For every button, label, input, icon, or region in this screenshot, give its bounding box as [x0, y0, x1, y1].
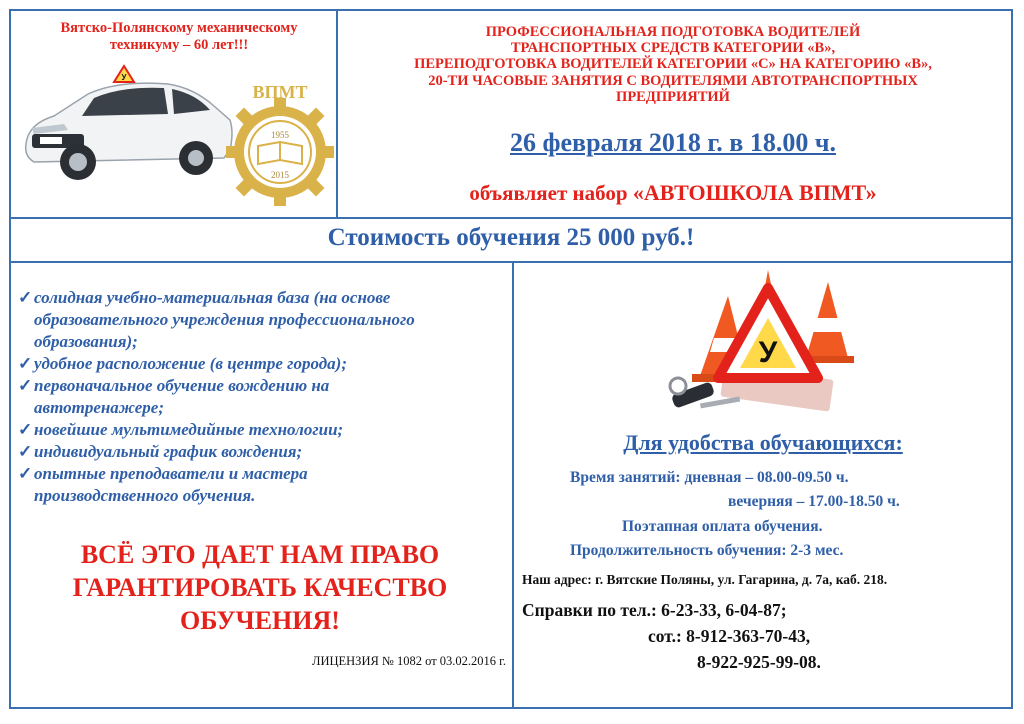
title-line: ПРОФЕССИОНАЛЬНАЯ ПОДГОТОВКА ВОДИТЕЛЕЙ	[485, 24, 861, 40]
check-icon: ✓	[18, 376, 33, 395]
tuition-cost: Стоимость обучения 25 000 руб.!	[327, 224, 695, 251]
license-number: ЛИЦЕНЗИЯ № 1082 от 03.02.2016 г.	[311, 654, 506, 668]
class-time-day: Время занятий: дневная – 08.00-09.50 ч.	[570, 469, 849, 486]
mobile-phone-line: 8-922-925-99-08.	[697, 652, 821, 672]
title-line: 20-ТИ ЧАСОВЫЕ ЗАНЯТИЯ С ВОДИТЕЛЯМИ АВТОТРАНСПОРТНЫХ	[428, 72, 918, 89]
divider-header	[9, 217, 1013, 219]
divider-cost	[9, 261, 1013, 263]
divider-bottom	[512, 261, 514, 709]
title-line: ПЕРЕПОДГОТОВКА ВОДИТЕЛЕЙ КАТЕГОРИИ «С» НА КАТЕГОРИЮ «В»,	[414, 56, 932, 73]
convenience-heading: Для удобства обучающихся:	[623, 430, 903, 455]
phone-line: Справки по тел.: 6-23-33, 6-04-87;	[522, 600, 787, 620]
list-item: ✓ первоначальное обучение вождению на автотренажере;	[18, 376, 330, 417]
guarantee-line: ГАРАНТИРОВАТЬ КАЧЕСТВО	[72, 573, 448, 602]
anniversary-text	[20, 20, 338, 54]
quality-guarantee	[18, 538, 502, 637]
class-time-evening: вечерняя – 17.00-18.50 ч.	[728, 493, 900, 510]
start-date: 26 февраля 2018 г. в 18.00 ч.	[510, 128, 836, 157]
car-image	[18, 58, 236, 188]
logo-year-top: 1955	[271, 130, 289, 140]
driving-school-sign-image	[656, 266, 868, 421]
list-item: ✓ опытные преподаватели и мастера производственного обучения.	[18, 464, 308, 505]
anniversary-line: Вятско-Полянскому механическому	[60, 20, 298, 36]
list-item: ✓ индивидуальный график вождения;	[18, 442, 303, 461]
guarantee-line: ВСЁ ЭТО ДАЕТ НАМ ПРАВО	[80, 540, 440, 569]
payment-info: Поэтапная оплата обучения.	[622, 518, 823, 535]
check-icon: ✓	[18, 354, 33, 373]
title-line: ТРАНСПОРТНЫХ СРЕДСТВ КАТЕГОРИИ «В»,	[510, 40, 836, 57]
mobile-phone-line: сот.: 8-912-363-70-43,	[648, 626, 811, 646]
course-title	[340, 24, 1006, 105]
guarantee-line: ОБУЧЕНИЯ!	[180, 606, 340, 635]
announce-prefix: объявляет набор	[469, 181, 633, 205]
title-line: ПРЕДПРИЯТИЙ	[616, 88, 730, 105]
check-icon: ✓	[18, 464, 33, 483]
check-icon: ✓	[18, 420, 33, 439]
logo-text: ВПМТ	[252, 86, 308, 102]
address: Наш адрес: г. Вятские Поляны, ул. Гагарина, д. 7а, каб. 218.	[522, 572, 888, 587]
check-icon: ✓	[18, 442, 33, 461]
logo-year-bottom: 2015	[271, 170, 289, 180]
school-name: «АВТОШКОЛА ВПМТ»	[632, 180, 877, 205]
check-icon: ✓	[18, 288, 33, 307]
list-item: ✓ новейшие мультимедийные технологии;	[18, 420, 344, 439]
sign-letter: У	[758, 336, 778, 369]
vpmt-logo	[226, 86, 334, 210]
list-item: ✓ солидная учебно-материальная база (на основе образовательного учреждения профессионального образования);	[18, 288, 415, 351]
features-list	[18, 287, 508, 507]
anniversary-line: техникуму – 60 лет!!!	[109, 37, 249, 53]
svg-text:У: У	[121, 73, 127, 82]
list-item: ✓ удобное расположение (в центре города);	[18, 354, 347, 373]
duration-info: Продолжительность обучения: 2-3 мес.	[570, 542, 844, 559]
enrollment-announcement	[340, 180, 1006, 206]
